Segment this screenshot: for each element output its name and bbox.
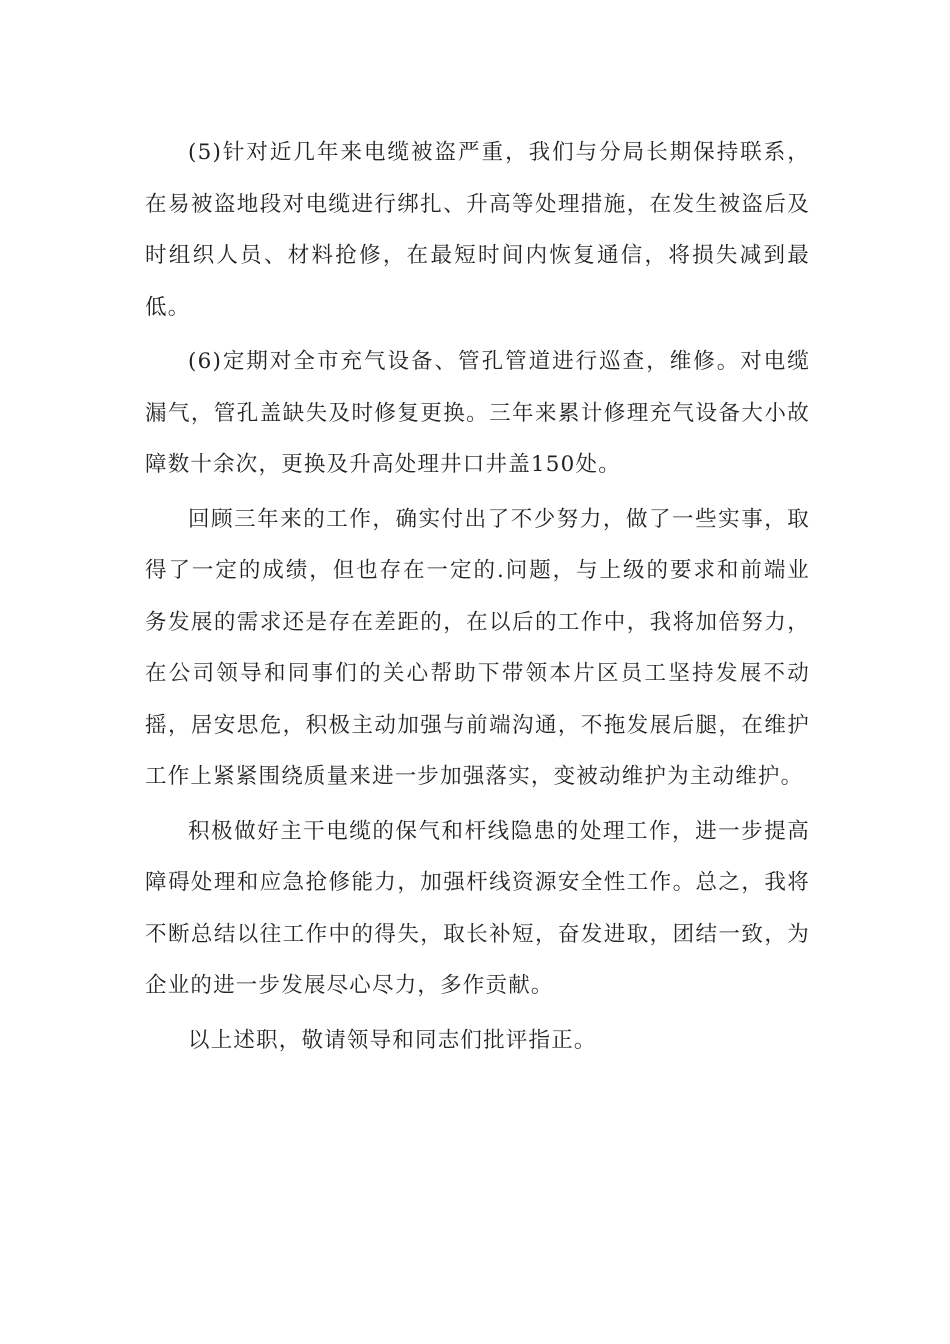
document-body: [145, 127, 810, 1069]
paragraph-review: 回顾三年来的工作，确实付出了不少努力，做了一些实事，取得了一定的成绩，但也存在一定的.问题，与上级的要求和前端业务发展的需求还是存在差距的，在以后的工作中，我将加倍努力，在公司领导和同事们的关心帮助下带领本片区员工坚持发展不动摇，居安思危，积极主动加强与前端沟通，不拖发展后腿，在维护工作上紧紧围绕质量来进一步加强落实，变被动维护为主动维护。: [145, 506, 810, 789]
paragraph-closing: 以上述职，敬请领导和同志们批评指正。: [188, 1027, 597, 1053]
paragraph-item-5: (5)针对近几年来电缆被盗严重，我们与分局长期保持联系，在易被盗地段对电缆进行绑扎、升高等处理措施，在发生被盗后及时组织人员、材料抢修，在最短时间内恢复通信，将损失减到最低。: [145, 140, 810, 320]
paragraph-commitment: 积极做好主干电缆的保气和杆线隐患的处理工作，进一步提高障碍处理和应急抢修能力，加强杆线资源安全性工作。总之，我将不断总结以往工作中的得失，取长补短，奋发进取，团结一致，为企业的进一步发展尽心尽力，多作贡献。: [145, 818, 810, 998]
paragraph-item-6: (6)定期对全市充气设备、管孔管道进行巡查，维修。对电缆漏气，管孔盖缺失及时修复更换。三年来累计修理充气设备大小故障数十余次，更换及升高处理井口井盖150处。: [145, 349, 810, 477]
